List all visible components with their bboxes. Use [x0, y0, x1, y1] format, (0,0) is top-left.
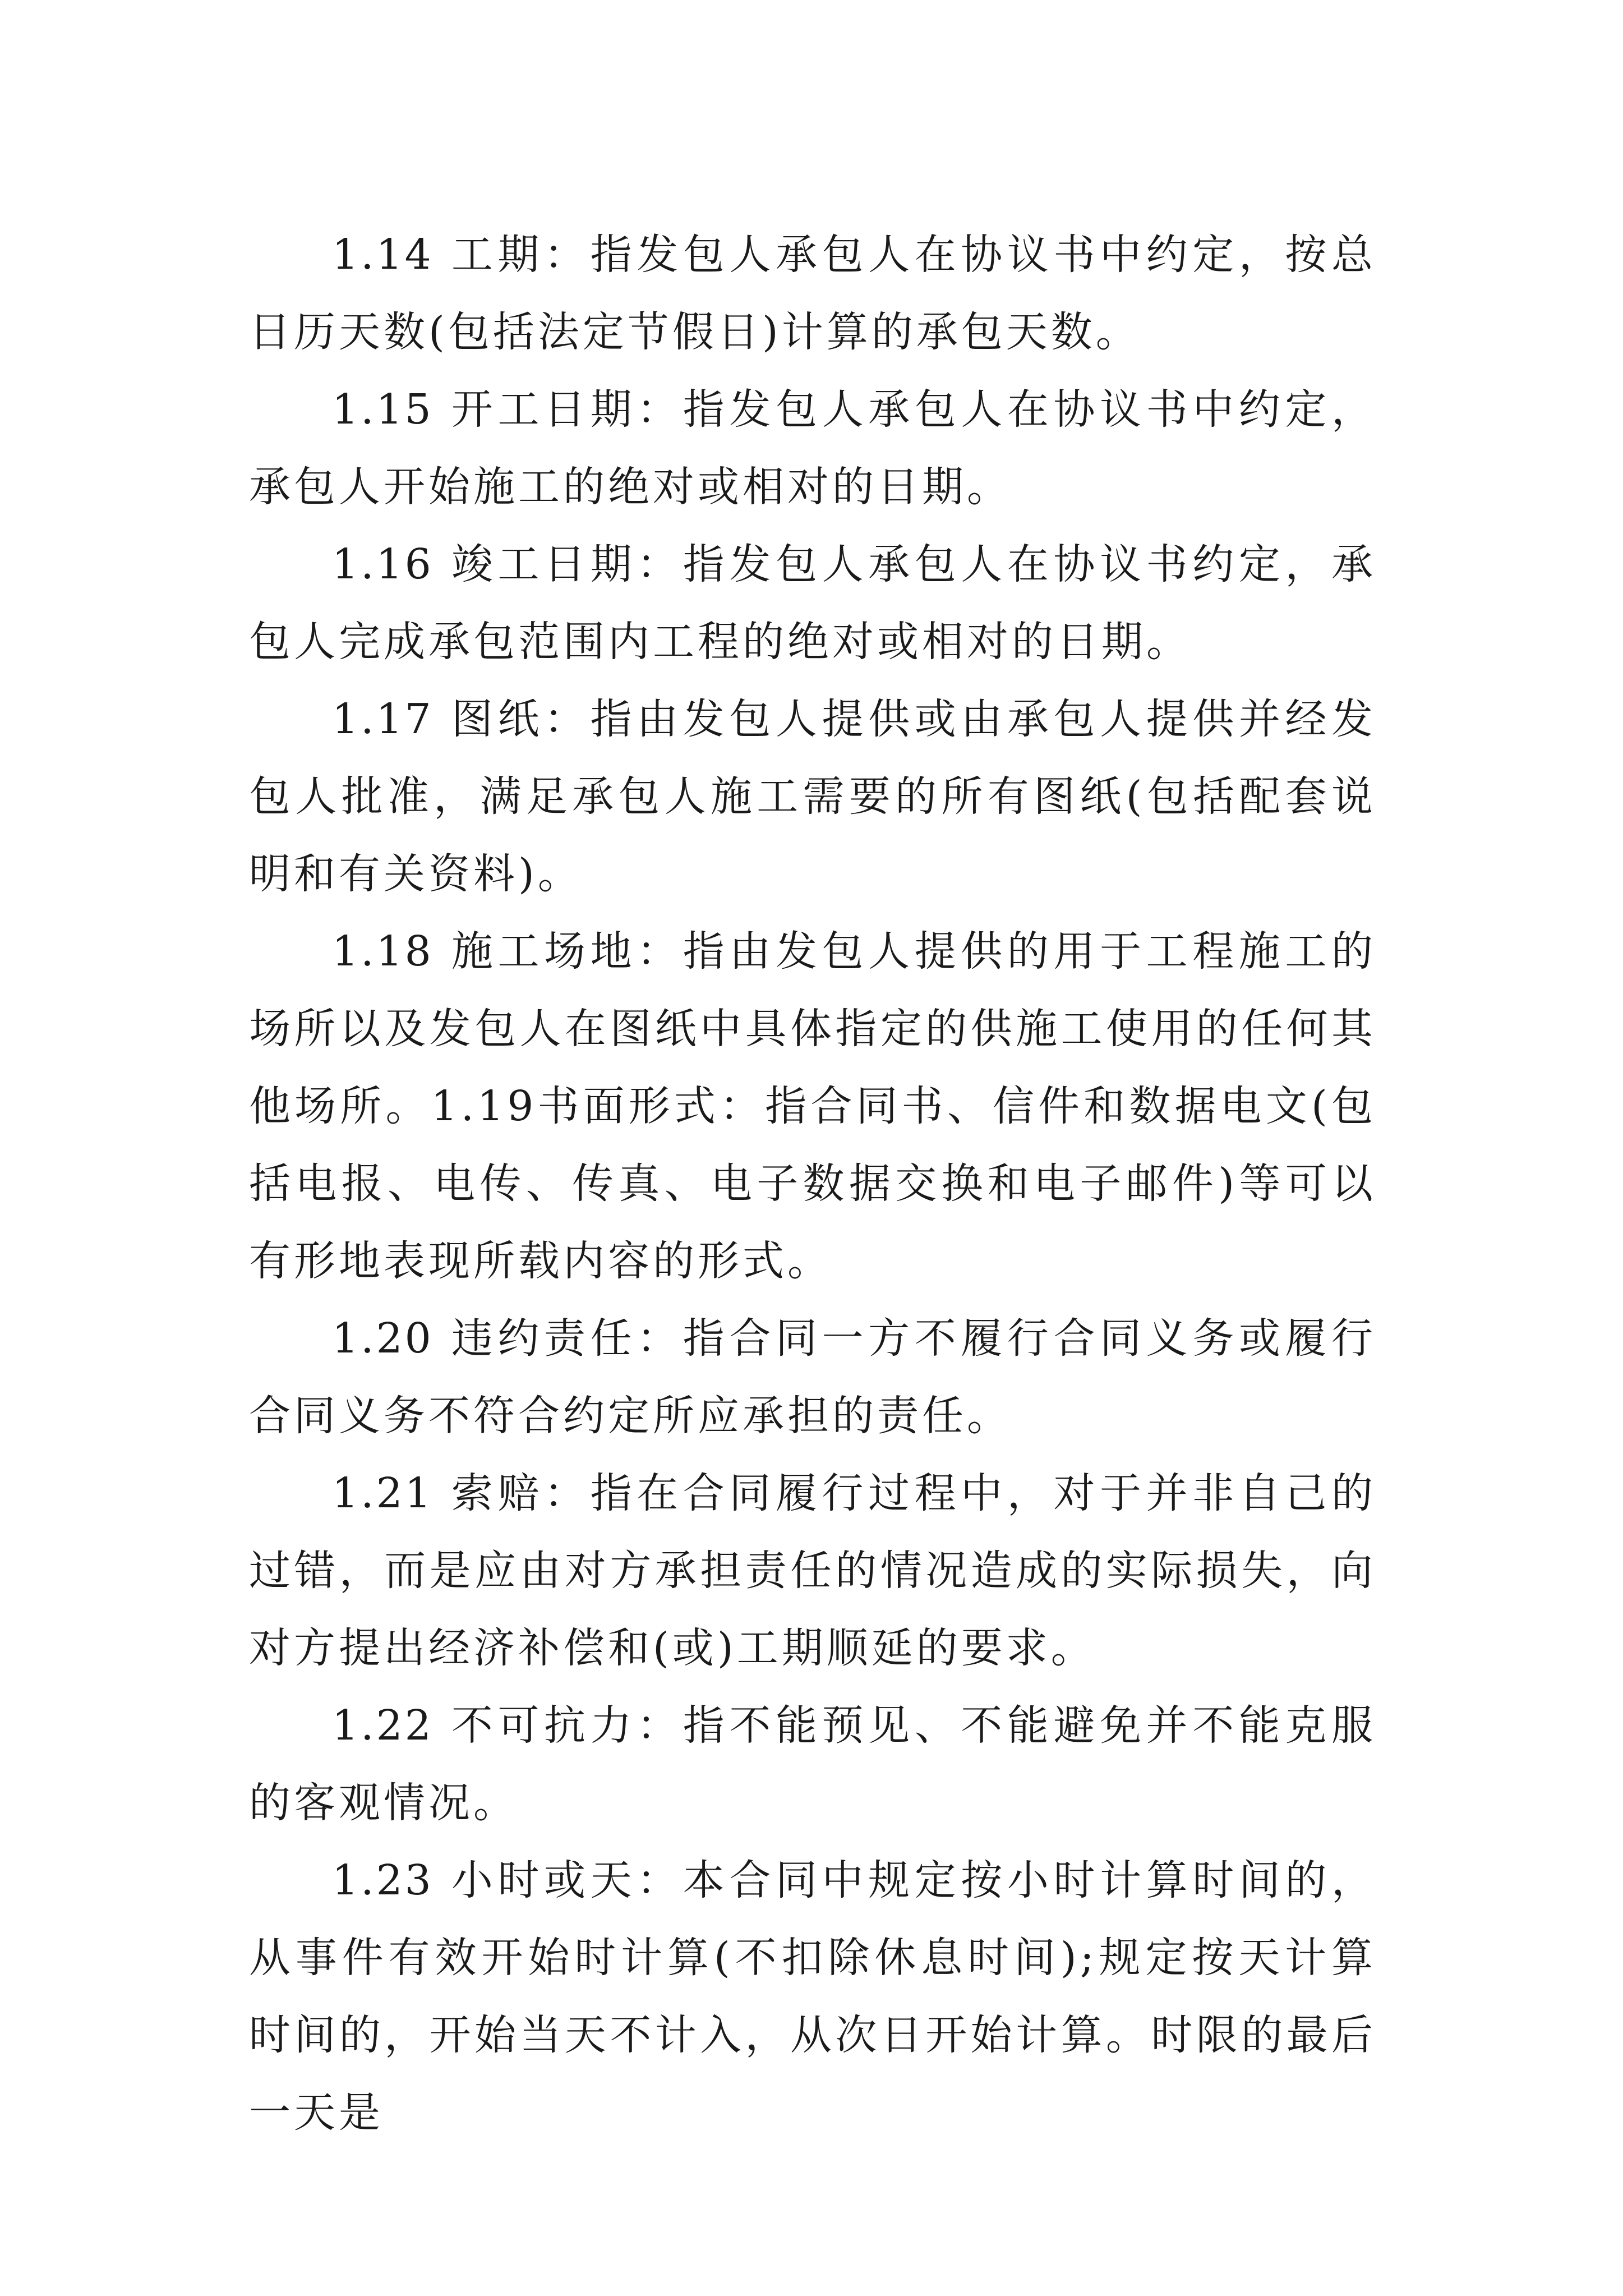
- clause-text: 索赔：指在合同履行过程中，对于并非自己的过错，而是应由对方承担责任的情况造成的实际损失，向对方提出经济补偿和(或)工期顺延的要求。: [249, 1469, 1376, 1672]
- clause-text: 违约责任：指合同一方不履行合同义务或履行合同义务不符合约定所应承担的责任。: [249, 1314, 1376, 1440]
- clause-number: 1.15: [332, 385, 434, 434]
- clause-number: 1.22: [332, 1701, 434, 1750]
- clause-1-21: [249, 1455, 1376, 1687]
- clause-text: 小时或天：本合同中规定按小时计算时间的，从事件有效开始时计算(不扣除休息时间);规定按天计算时间的，开始当天不计入，从次日开始计算。时限的最后一天是: [249, 1856, 1376, 2137]
- clause-text: 施工场地：指由发包人提供的用于工程施工的场所以及发包人在图纸中具体指定的供施工使用的任何其他场所。1.19书面形式：指合同书、信件和数据电文(包括电报、电传、传真、电子数据交换和电子邮件)等可以有形地表现所载内容的形式。: [249, 927, 1376, 1285]
- clause-text: 不可抗力：指不能预见、不能避免并不能克服的客观情况。: [249, 1701, 1376, 1827]
- clause-1-20: [249, 1300, 1376, 1455]
- clause-1-22: [249, 1687, 1376, 1842]
- clause-text: 开工日期：指发包人承包人在协议书中约定，承包人开始施工的绝对或相对的日期。: [249, 385, 1376, 511]
- clause-number: 1.16: [332, 540, 434, 588]
- clause-1-17: [249, 680, 1376, 913]
- clause-text: 工期：指发包人承包人在协议书中约定，按总日历天数(包括法定节假日)计算的承包天数。: [249, 231, 1376, 356]
- clause-1-16: [249, 526, 1376, 680]
- clause-1-14: [249, 216, 1376, 371]
- clause-number: 1.18: [332, 927, 434, 976]
- clause-1-15: [249, 371, 1376, 526]
- clause-1-18: [249, 913, 1376, 1300]
- document-body: [249, 216, 1376, 2151]
- clause-number: 1.23: [332, 1856, 434, 1904]
- clause-number: 1.14: [332, 231, 434, 279]
- clause-text: 竣工日期：指发包人承包人在协议书约定，承包人完成承包范围内工程的绝对或相对的日期。: [249, 540, 1376, 666]
- clause-number: 1.21: [332, 1469, 434, 1517]
- clause-text: 图纸：指由发包人提供或由承包人提供并经发包人批准，满足承包人施工需要的所有图纸(包括配套说明和有关资料)。: [249, 695, 1376, 898]
- clause-number: 1.20: [332, 1314, 434, 1363]
- clause-1-23: [249, 1842, 1376, 2151]
- clause-number: 1.17: [332, 695, 434, 743]
